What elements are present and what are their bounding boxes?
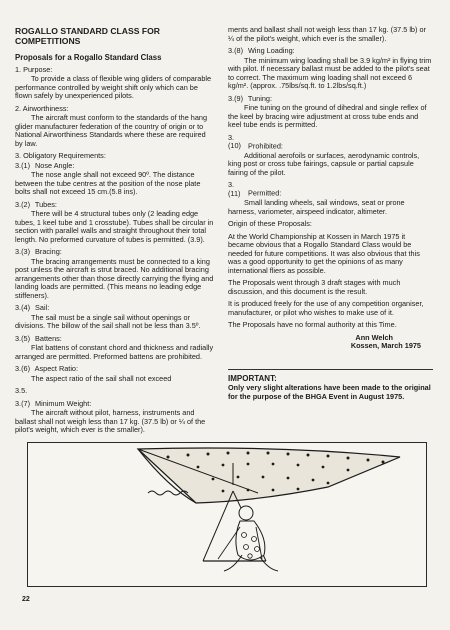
- clause-title: Prohibited:: [248, 141, 283, 150]
- origin-paragraph-1: At the World Championship at Kossen in March 1975 it became obvious that a Rogallo Standard Class would be needed for future competitions. It was also obvious that this was a good opportunity to get the opinions of as many international fliers as possible.: [228, 231, 420, 275]
- pilot-leg-right: [260, 557, 278, 571]
- section-2-body: The aircraft must conform to the standards of the hang glider manufacturer federation of the country of origin or to National Airworthiness Standards where these are required by law.: [15, 113, 208, 148]
- clause-number: 3.(6): [15, 364, 31, 373]
- clause-3-4-body: The sail must be a single sail without openings or divisions. The billow of the sail shall not be less than 3.5º.: [15, 312, 201, 330]
- clause-3-10-body: Additional aerofoils or surfaces, aerodynamic controls, king post or cross tube fairings, capsule or partial capsule fairing of the pilot.: [228, 150, 420, 177]
- clause-number: 3.(8): [228, 46, 244, 55]
- clause-3-9-body: Fine tuning on the ground of dihedral and single reflex of the keel by bracing wire adjustment at cross tube ends and keel tube ends is permitted.: [228, 103, 427, 129]
- section-3-heading: 3. Obligatory Requirements:: [15, 151, 106, 160]
- clause-3-6-heading: [15, 365, 215, 374]
- clause-3-6-body: The aspect ratio of the sail shall not exceed: [31, 373, 172, 383]
- origin-paragraph-4: The Proposals have no formal authority at this Time.: [228, 320, 397, 329]
- clause-title: Sail:: [35, 303, 50, 312]
- clause-3-5-body: Flat battens of constant chord and thickness and radially arranged are permitted. Preformed battens are prohibited.: [15, 343, 214, 361]
- clause-title: Tuning:: [247, 93, 272, 103]
- clause-title: Tubes:: [34, 199, 57, 209]
- clause-3-2-heading: [15, 201, 215, 210]
- clause-title: Aspect Ratio:: [34, 364, 79, 373]
- pilot-head: [239, 506, 253, 520]
- clause-3-8-body: The minimum wing loading shall be 3.9 kg/m² in flying trim with pilot. If necessary ballast must be added to the pilot's seat to correct. The maximum wing loading shall not exceed 6 kg/m². (approx. .75lbs/sq.ft. to 1.2lbs/sq.ft.): [228, 55, 432, 90]
- clause-3-3-body: The bracing arrangements must be connected to a king post unless the aircraft is strut braced. No additional bracing arrangements other than those directly carrying the flying and landing loads are permitted. (This means no leading edge stiffeners).: [15, 256, 214, 300]
- section-2-heading: 2. Airworthiness:: [15, 103, 69, 113]
- clause-3-7-heading: [15, 400, 215, 409]
- clause-3-9-heading: [228, 95, 433, 104]
- hang-glider-illustration: [27, 442, 427, 587]
- important-divider: [228, 369, 433, 370]
- clause-3-11-body: Small landing wheels, sail windows, seat or prone harness, variometer, airspeed indicator, altimeter.: [228, 198, 405, 216]
- clause-3-11-heading: [228, 181, 433, 198]
- proposal-subtitle: Proposals for a Rogallo Standard Class: [15, 53, 162, 62]
- clause-title: Bracing:: [35, 247, 62, 256]
- author-signature: Ann Welch: [355, 332, 393, 342]
- origin-paragraph-3: It is produced freely for the use of any competition organiser, manufacturer, or pilot who wishes to make use of it.: [228, 299, 424, 317]
- important-note: Only very slight alterations have been made to the original for the purpose of the BHGA Event in August 1975.: [228, 383, 431, 401]
- clause-3-10-heading: [228, 134, 433, 151]
- clause-number: 3.(1): [15, 160, 31, 170]
- clause-title: Wing Loading:: [248, 46, 295, 55]
- clause-3-1-heading: [15, 162, 215, 171]
- important-heading: IMPORTANT:: [228, 374, 277, 383]
- clause-title: Permitted:: [248, 188, 282, 198]
- clause-title: Nose Angle:: [35, 160, 75, 170]
- clause-3-8-heading: [228, 47, 433, 56]
- clause-title: Minimum Weight:: [35, 398, 92, 408]
- signature-place-date: Kossen, March 1975: [350, 341, 421, 350]
- clause-title: Battens:: [35, 333, 62, 343]
- section-1-heading: 1. Purpose:: [15, 64, 53, 74]
- clause-number: 3.(9): [228, 93, 244, 103]
- pilot-leg-left: [224, 555, 242, 571]
- page-title: ROGALLO STANDARD CLASS FOR COMPETITIONS: [15, 26, 160, 46]
- clause-3-1-body: The nose angle shall not exceed 90º. The distance between the tube centres at the position of the nose plate bolts shall not exceed 15 cm.(5.8 ins).: [15, 170, 201, 196]
- origin-paragraph-2: The Proposals went through 3 draft stages with much discussion, and this document is the result.: [228, 278, 401, 296]
- clause-number: 3.(4): [15, 303, 31, 312]
- clause-number: 3.(2): [15, 199, 31, 209]
- clause-number: 3.(10): [228, 132, 241, 150]
- clause-3-4-heading: [15, 304, 215, 313]
- clause-3-7-continued: ments and ballast shall not weigh less than 17 kg. (37.5 lb) or ¼ of the pilot's weight, which ever is the smaller).: [228, 25, 426, 43]
- section-1-body: To provide a class of flexible wing gliders of comparable performance controlled by weight shift only which can be flown safely by unexperienced pilots.: [15, 74, 212, 100]
- page-number: 22: [22, 596, 30, 603]
- clause-number: 3.(5): [15, 333, 31, 343]
- left-column: [15, 26, 215, 434]
- clause-number: 3.(3): [15, 247, 31, 256]
- clause-number: 3.(7): [15, 398, 31, 408]
- hang-glider-drawing: [28, 443, 426, 586]
- clause-number: 3.(11): [228, 180, 241, 198]
- clause-3-3-heading: [15, 248, 215, 257]
- clause-3-7-body: The aircraft without pilot, harness, instruments and ballast shall not weigh less than 17 kg. (37.5 lb) or ¼ of the pilot's weight, which ever is the smaller).: [15, 408, 206, 434]
- clause-3-5-heading: [15, 335, 215, 344]
- clause-3-2-body: There will be 4 structural tubes only (2 leading edge tubes, 1 keel tube and 1 crosstube). Tubes shall be circular in section with parallel walls and straight throughout their total length. No preformed curvature of tubes is permitted. (3.9).: [15, 209, 214, 244]
- clause-3-6-value: 3.5.: [15, 386, 28, 395]
- right-column: [228, 26, 433, 355]
- origin-heading: Origin of these Proposals:: [228, 219, 312, 228]
